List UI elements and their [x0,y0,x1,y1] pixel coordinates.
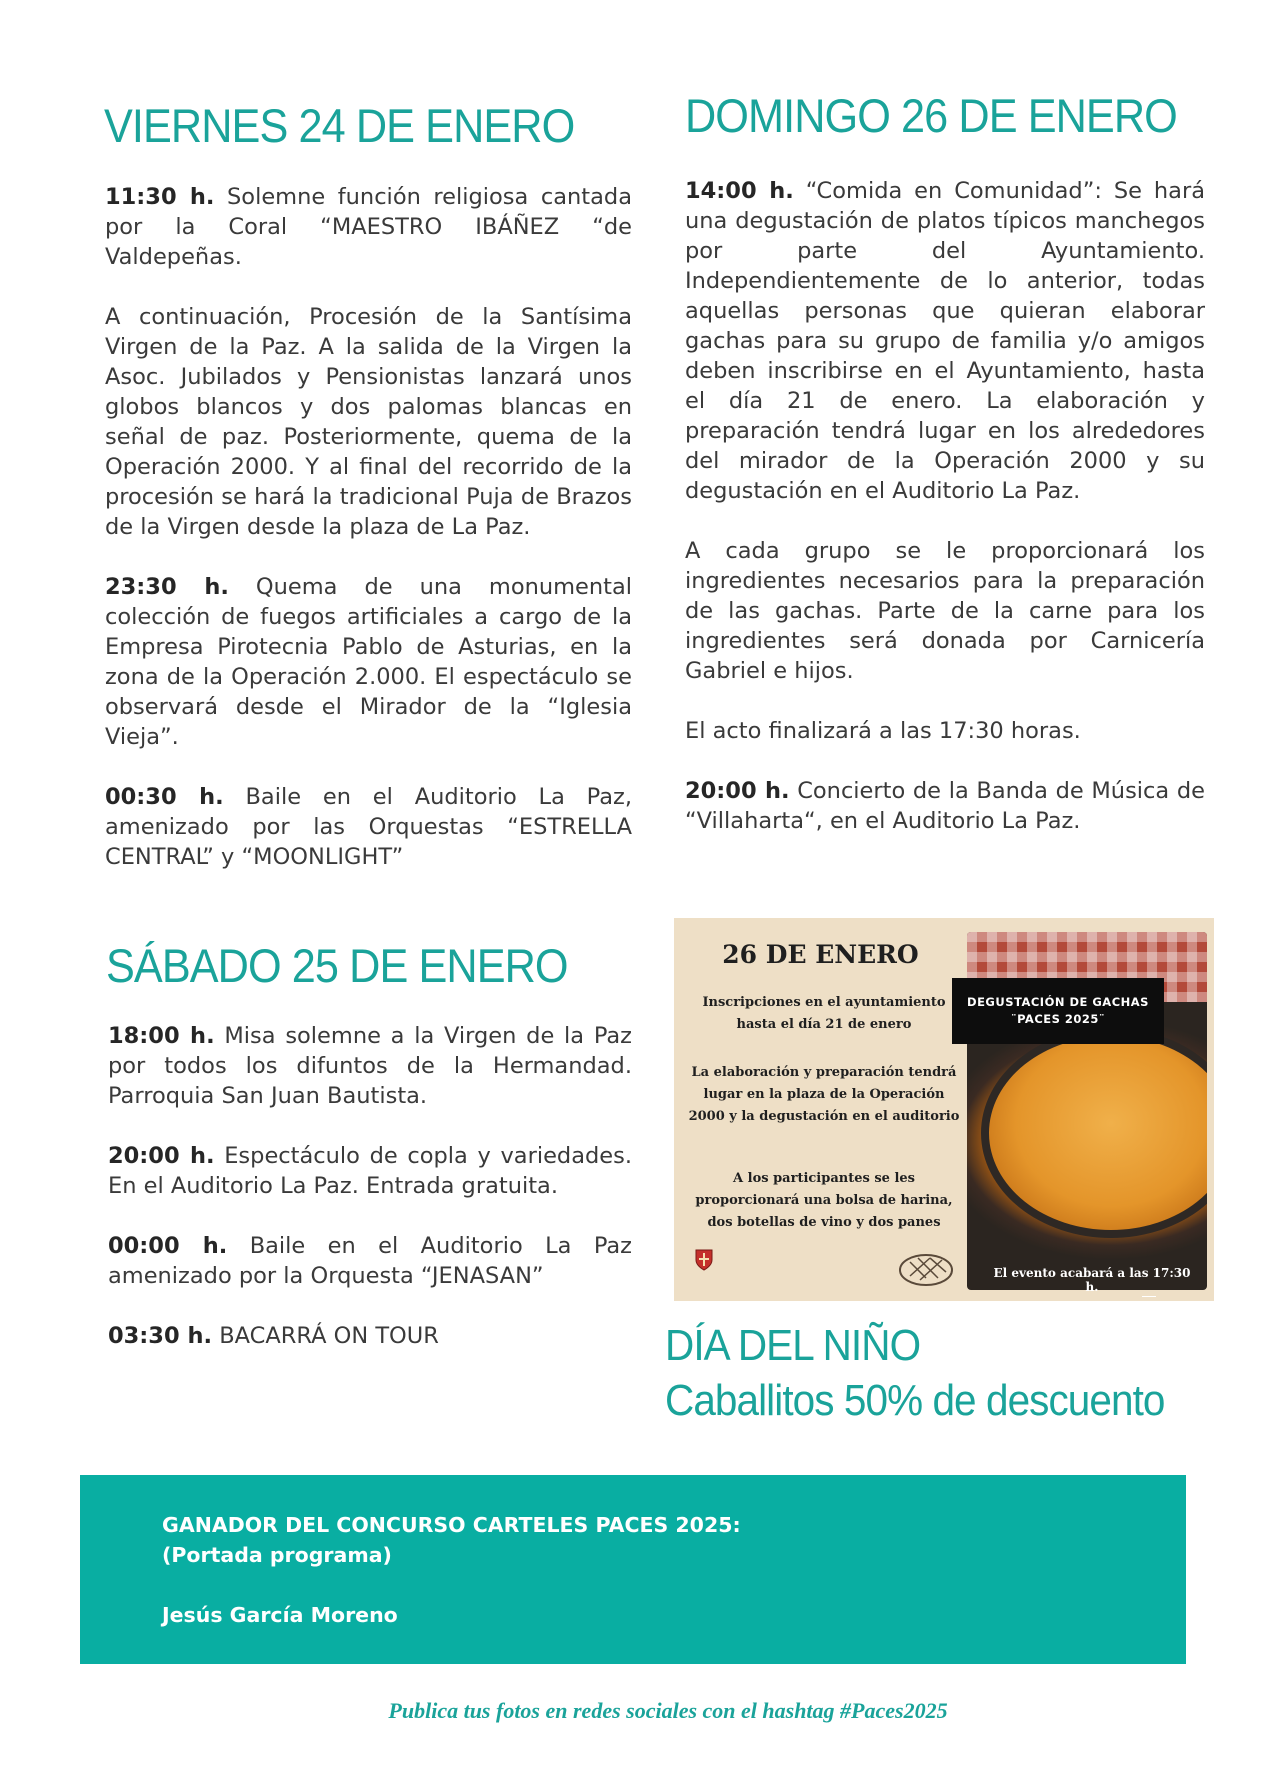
schedule-item [105,182,632,272]
event-description: Baile en el Auditorio La Paz amenizado por la Orquesta “JENASAN” [108,1233,632,1289]
poster-end-note: El evento acabará a las 17:30 h. [992,1266,1192,1297]
event-description: A continuación, Procesión de la Santísima Virgen de la Paz. A la salida de la Virgen la Asoc. Jubilados y Pensionistas lanzará unos globos blancos y dos palomas blancas en señal de paz. Posteriormente, quema de la Operación 2000. Y al final del recorrido de la procesión se hará la tradicional Puja de Brazos de la Virgen desde la plaza de La Paz. [105,304,632,540]
schedule-item [105,782,632,872]
event-description: Misa solemne a la Virgen de la Paz por todos los difuntos de la Hermandad. Parroquia San Juan Bautista. [108,1023,632,1109]
poster-contest-winner-box [80,1475,1186,1664]
time-label: 14:00 h. [685,178,794,204]
kids-day-banner [665,1318,1165,1428]
event-description: Concierto de la Banda de Música de “Villaharta“, en el Auditorio La Paz. [685,778,1205,834]
poster-preparation: La elaboración y preparación tendrá lugar en la plaza de la Operación 2000 y la degustación en el auditorio [688,1065,960,1124]
time-label: 00:30 h. [105,784,224,810]
saturday-schedule [108,1021,632,1351]
sunday-title: DOMINGO 26 DE ENERO [685,89,1177,142]
event-description: Quema de una monumental colección de fuegos artificiales a cargo de la Empresa Pirotecnia Pablo de Asturias, en la zona de la Operación 2.000. El espectáculo se observará desde el Mirador de la “Iglesia Vieja”. [105,574,632,750]
time-label: 18:00 h. [108,1023,215,1049]
schedule-item [105,302,632,542]
town-crest-icon [694,1248,714,1272]
schedule-item [685,176,1205,506]
badge-line: DEGUSTACIÓN DE GACHAS [967,995,1149,1009]
time-label: 20:00 h. [685,778,790,804]
time-label: 23:30 h. [105,574,229,600]
poster-title: 26 DE ENERO [722,940,919,969]
kids-day-title: DÍA DEL NIÑO [665,1321,921,1370]
winner-heading: GANADOR DEL CONCURSO CARTELES PACES 2025: [162,1513,741,1537]
schedule-item [105,572,632,752]
event-description: El acto finalizará a las 17:30 horas. [685,718,1081,744]
friday-title: VIERNES 24 DE ENERO [104,99,575,152]
time-label: 20:00 h. [108,1143,215,1169]
event-description: Espectáculo de copla y variedades. En el Auditorio La Paz. Entrada gratuita. [108,1143,632,1199]
event-description: Solemne función religiosa cantada por la Coral “MAESTRO IBÁÑEZ “de Valdepeñas. [105,184,632,270]
schedule-item [685,716,1205,746]
bread-icon [896,1248,956,1288]
event-description: “Comida en Comunidad”: Se hará una degustación de platos típicos manchegos por parte del Ayuntamiento. Independientemente de lo anterior, todas aquellas personas que quieran elaborar gachas para su grupo de familia y/o amigos deben inscribirse en el Ayuntamiento, hasta el día 21 de enero. La elaboración y preparación tendrá lugar en los alrededores del mirador de la Operación 2000 y su degustación en el Auditorio La Paz. [685,178,1205,504]
time-label: 03:30 h. [108,1323,213,1349]
sunday-schedule [685,176,1205,836]
event-description: BACARRÁ ON TOUR [219,1323,439,1349]
hashtag-footer: Publica tus fotos en redes sociales con el hashtag #Paces2025 [388,1698,948,1723]
schedule-item [108,1321,632,1351]
time-label: 00:00 h. [108,1233,228,1259]
gachas-pan [981,1028,1207,1238]
winner-subheading: (Portada programa) [162,1543,392,1567]
schedule-item [685,536,1205,686]
saturday-title: SÁBADO 25 DE ENERO [106,939,568,992]
schedule-item [108,1141,632,1201]
friday-schedule [105,182,632,872]
badge-line: ¨PACES 2025¨ [1010,1012,1106,1026]
schedule-item [108,1021,632,1111]
poster-participants: A los participantes se les proporcionará una bolsa de harina, dos botellas de vino y dos panes [695,1171,953,1230]
kids-day-discount: Caballitos 50% de descuento [665,1376,1165,1425]
poster-registration: Inscripciones en el ayuntamiento hasta el día 21 de enero [702,995,946,1032]
winner-name: Jesús García Moreno [162,1603,398,1627]
event-description: Baile en el Auditorio La Paz, amenizado por las Orquestas “ESTRELLA CENTRAL” y “MOONLIGHT” [105,784,632,870]
poster-badge [952,978,1164,1044]
schedule-item [108,1231,632,1291]
schedule-item [685,776,1205,836]
time-label: 11:30 h. [105,184,215,210]
gachas-poster [674,918,1214,1301]
event-description: A cada grupo se le proporcionará los ingredientes necesarios para la preparación de las gachas. Parte de la carne para los ingredientes será donada por Carnicería Gabriel e hijos. [685,538,1205,684]
